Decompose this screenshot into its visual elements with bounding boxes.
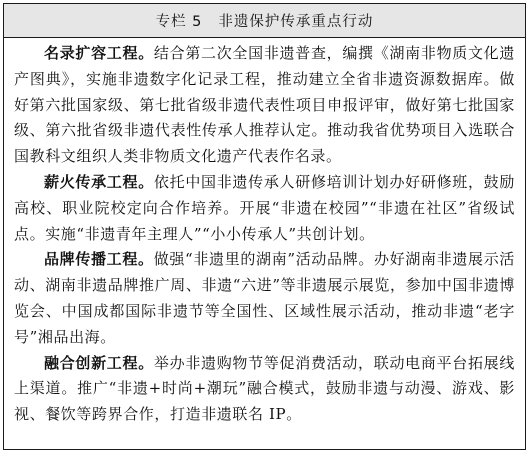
feature-box <box>3 3 526 450</box>
section-body: 举办非遗购物节等促消费活动，联动电商平台拓展线上渠道。推广“非遗+时尚+潮玩”融合模式，鼓励非遗与动漫、游戏、影视、餐饮等跨界合作，打造非遗联名 IP。 <box>14 353 515 424</box>
box-content <box>4 38 525 428</box>
section-body: 依托中国非遗传承人研修培训计划办好研修班，鼓励高校、职业院校定向合作培养。开展“非遗在校园”“非遗在社区”省级试点。实施“非遗青年主理人”“小小传承人”共创计划。 <box>14 172 515 243</box>
box-label: 专栏 5 <box>155 14 203 30</box>
box-title: 非遗保护传承重点行动 <box>218 14 374 30</box>
section-brand-promotion <box>14 247 515 350</box>
section-catalog-expansion <box>14 41 515 170</box>
box-header <box>4 4 525 38</box>
section-body: 做强“非遗里的湖南”活动品牌。办好湖南非遗展示活动、湖南非遗品牌推广周、非遗“六进”等非遗展示展览，参加中国非遗博览会、中国成都国际非遗节等全国性、区域性展示活动，推动非遗“老字号”湘品出海。 <box>14 250 515 346</box>
section-title: 薪火传承工程。 <box>44 172 154 191</box>
section-inheritance <box>14 170 515 247</box>
section-title: 名录扩容工程。 <box>44 44 154 62</box>
section-integration-innovation <box>14 351 515 428</box>
section-title: 品牌传播工程。 <box>44 250 154 269</box>
section-title: 融合创新工程。 <box>44 353 154 372</box>
section-body: 结合第二次全国非遗普查，编撰《湖南非物质文化遗产图典》，实施非遗数字化记录工程，推动建立全省非遗资源数据库。做好第六批国家级、第七批省级非遗代表性项目申报评审，做好第七批国家级、第六批省级非遗代表性传承人推荐认定。推动我省优势项目入选联合国教科文组织人类非物质文化遗产代表作名录。 <box>14 44 515 166</box>
